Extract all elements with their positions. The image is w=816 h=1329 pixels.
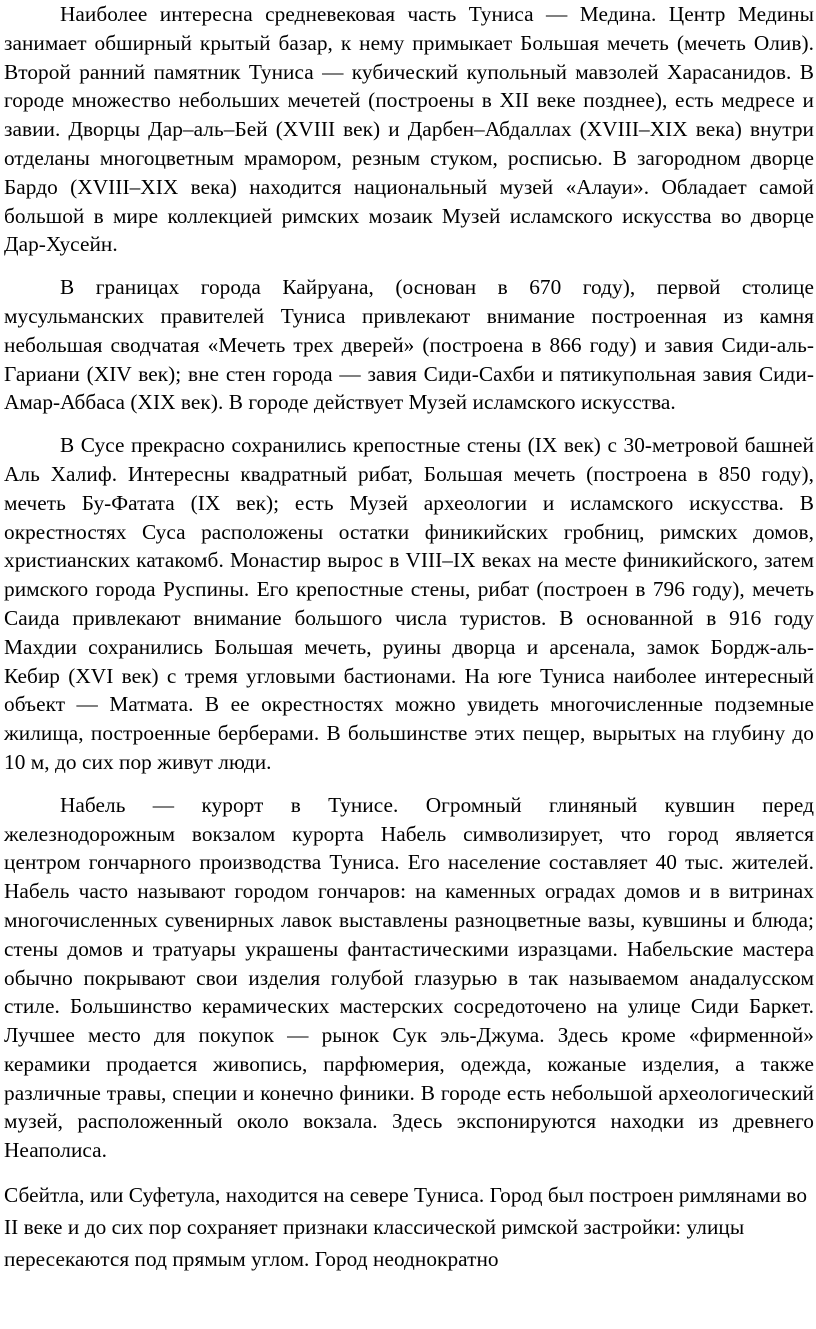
paragraph-sousse: В Сусе прекрасно сохранились крепостные стены (IX век) с 30-метровой башней Аль Халиф. Интересны квадратный рибат, Большая мечеть (построена в 850 году), мечеть Бу-Фатата (IX век); есть Музей археологии и исламского искусства. В окрестностях Суса расположены остатки финикийских гробниц, римских домов, христианских катакомб. Монастир вырос в VIII–IX веках на месте финикийского, затем римского города Руспины. Его крепостные стены, рибат (построен в 796 году), мечеть Саида привлекают внимание большого числа туристов. В основанной в 916 году Махдии сохранились Большая мечеть, руины дворца и арсенала, замок Бордж-аль-Кебир (XVI век) с тремя угловыми бастионами. На юге Туниса наиболее интересный объект — Матмата. В ее окрестностях можно увидеть многочисленные подземные жилища, построенные берберами. В большинстве этих пещер, вырытых на глубину до 10 м, до сих пор живут люди. (4, 433, 814, 774)
paragraph-kairouan: В границах города Кайруана, (основан в 670 году), первой столице мусульманских правителей Туниса привлекают внимание построенная из камня небольшая сводчатая «Мечеть трех дверей» (построена в 866 году) и завия Сиди-аль-Гариани (XIV век); вне стен города — завия Сиди-Сахби и пятикупольная завия Сиди-Амар-Аббаса (XIX век). В городе действует Музей исламского искусства. (4, 275, 814, 415)
paragraph-medina: Наиболее интересна средневековая часть Туниса — Медина. Центр Медины занимает обширный крытый базар, к нему примыкает Большая мечеть (мечеть Олив). Второй ранний памятник Туниса — кубический купольный мавзолей Харасанидов. В городе множество небольших мечетей (построены в XII веке позднее), есть медресе и завии. Дворцы Дар–аль–Бей (XVIII век) и Дарбен–Абдаллах (XVIII–XIX века) внутри отделаны многоцветным мрамором, резным стуком, росписью. В загородном дворце Бардо (XVIII–XIX века) находится национальный музей «Алауи». Обладает самой большой в мире коллекцией римских мозаик Музей исламского искусства во дворце Дар-Хусейн. (4, 2, 814, 257)
paragraph-nabeul: Набель — курорт в Тунисе. Огромный глиняный кувшин перед железнодорожным вокзалом курорта Набель символизирует, что город является центром гончарного производства Туниса. Его население составляет 40 тыс. жителей. Набель часто называют городом гончаров: на каменных оградах домов и в витринах многочисленных сувенирных лавок выставлены разноцветные вазы, кувшины и блюда; стены домов и тратуары украшены фантастическими изразцами. Набельские мастера обычно покрывают свои изделия голубой глазурью в так называемом анадалусском стиле. Большинство керамических мастерских сосредоточено на улице Сиди Баркет. Лучшее место для покупок — рынок Сук эль-Джума. Здесь кроме «фирменной» керамики продается живопись, парфюмерия, одежда, кожаные изделия, а также различные травы, специи и конечно финики. В городе есть небольшой археологический музей, расположенный около вокзала. Здесь экспонируются находки из древнего Неаполиса. (4, 792, 814, 1163)
paragraph-sbeitla: Сбейтла, или Суфетула, находится на севере Туниса. Город был построен римлянами во II веке и до сих пор сохраняет признаки классической римской застройки: улицы пересекаются под прямым углом. Город неоднократно (4, 1183, 808, 1272)
